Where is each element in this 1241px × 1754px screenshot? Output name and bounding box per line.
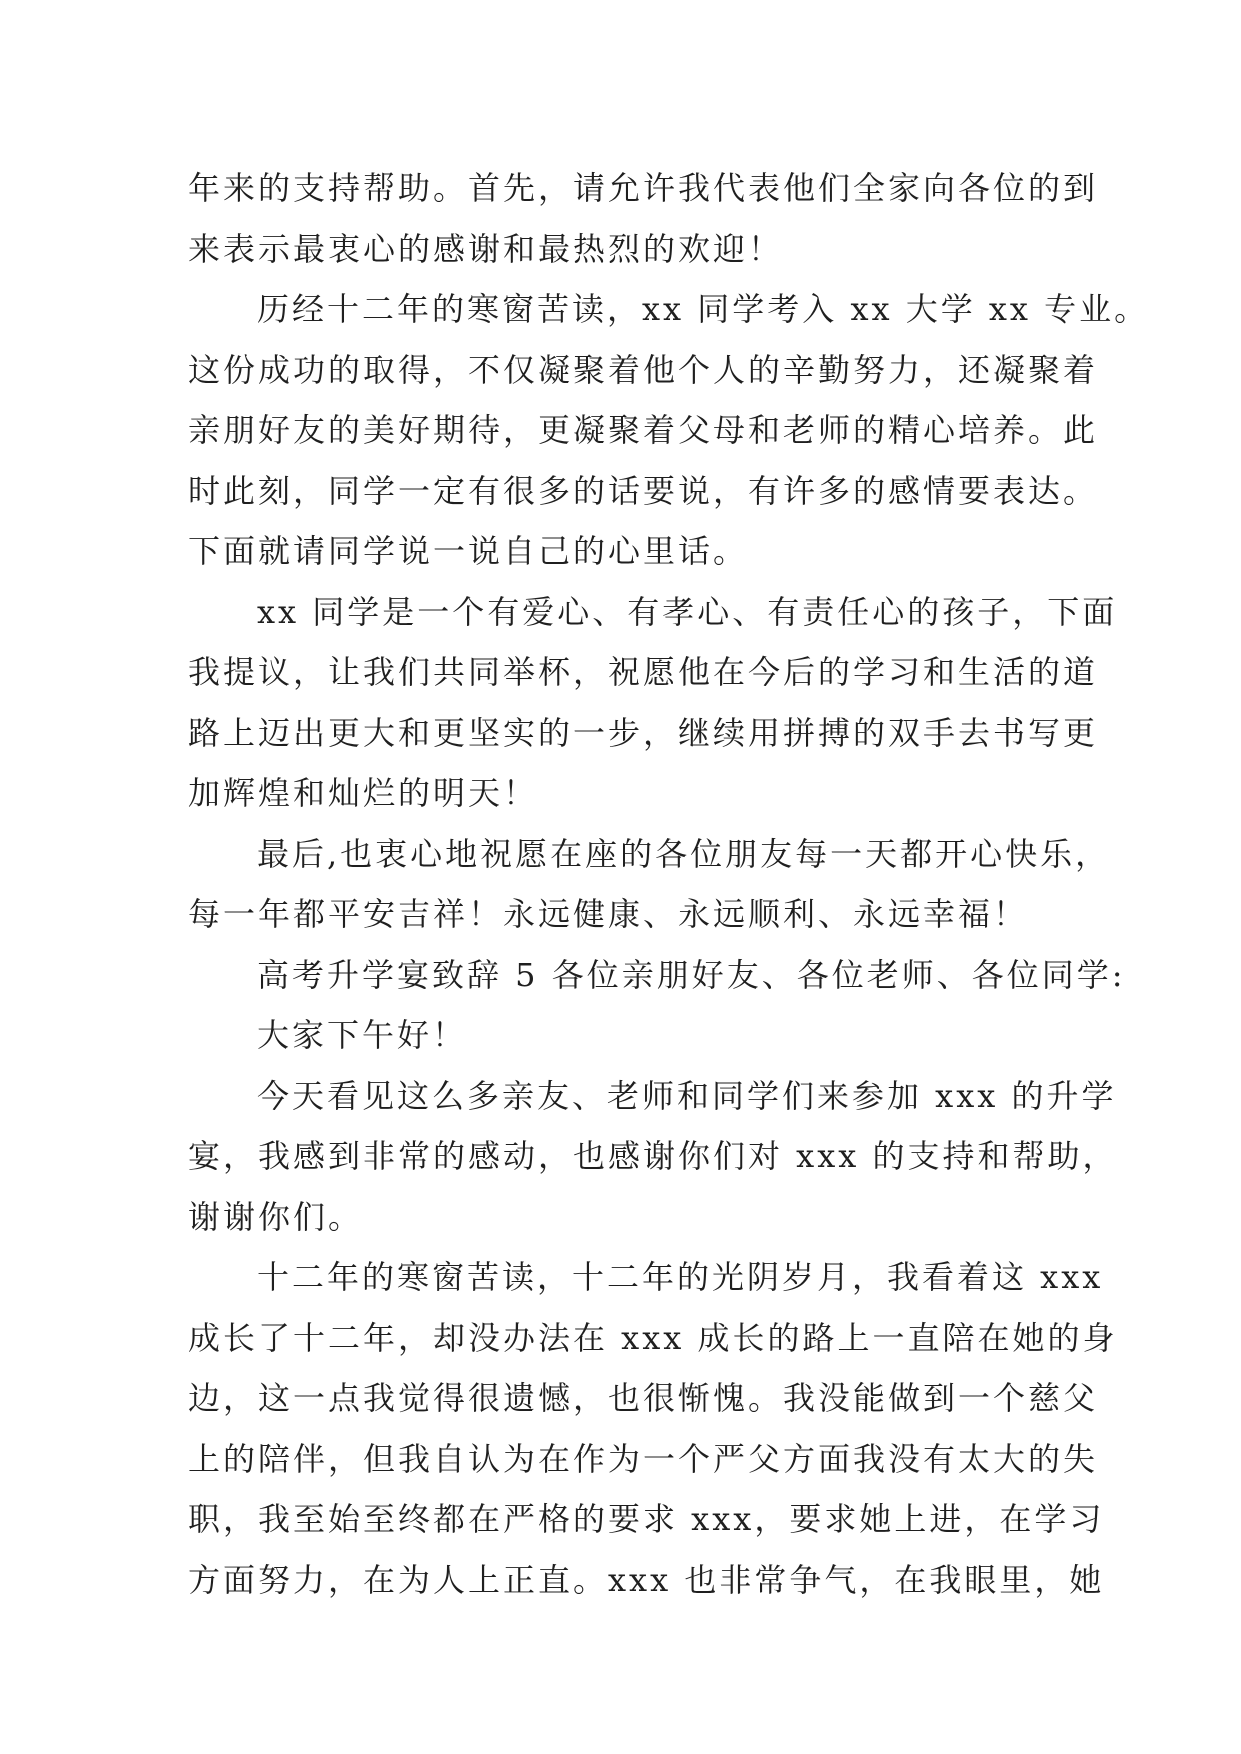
text-line: 下面就请同学说一说自己的心里话。 [188,532,749,570]
text-line: 路上迈出更大和更坚实的一步，继续用拼搏的双手去书写更 [188,713,1099,752]
text-line: 这份成功的取得，不仅凝聚着他个人的辛勤努力，还凝聚着 [188,350,1099,389]
text-line: 亲朋好友的美好期待，更凝聚着父母和老师的精心培养。此 [188,411,1099,449]
text-line: xx 同学是一个有爱心、有孝心、有责任心的孩子，下面 [257,592,1118,631]
text-line: 方面努力，在为人上正直。xxx 也非常争气，在我眼里，她 [188,1560,1105,1599]
text-line: 十二年的寒窗苦读，十二年的光阴岁月，我看着这 xxx [257,1258,1104,1296]
text-line: 历经十二年的寒窗苦读，xx 同学考入 xx 大学 xx 专业。 [257,290,1150,328]
text-line: 来表示最衷心的感谢和最热烈的欢迎！ [188,229,784,268]
text-line: 时此刻，同学一定有很多的话要说，有许多的感情要表达。 [188,471,1099,510]
text-line: 最后,也衷心地祝愿在座的各位朋友每一天都开心快乐， [257,834,1111,873]
text-line: 谢谢你们。 [188,1197,364,1236]
text-line: 边，这一点我觉得很遗憾，也很惭愧。我没能做到一个慈父 [188,1379,1099,1417]
text-line: 每一年都平安吉祥！永远健康、永远顺利、永远幸福！ [188,895,1029,933]
text-line: 今天看见这么多亲友、老师和同学们来参加 xxx 的升学 [257,1076,1117,1115]
text-line: 宴，我感到非常的感动，也感谢你们对 xxx 的支持和帮助， [188,1137,1118,1175]
text-line: 上的陪伴，但我自认为在作为一个严父方面我没有太大的失 [188,1439,1099,1478]
document-body [188,158,1150,1610]
text-line: 职，我至始至终都在严格的要求 xxx，要求她上进，在学习 [188,1500,1105,1538]
text-line: 成长了十二年，却没办法在 xxx 成长的路上一直陪在她的身 [188,1318,1118,1357]
text-line: 加辉煌和灿烂的明天！ [188,774,539,812]
text-line: 高考升学宴致辞 5 各位亲朋好友、各位老师、各位同学: [257,955,1126,994]
text-line: 我提议，让我们共同举杯，祝愿他在今后的学习和生活的道 [188,653,1099,691]
text-line: 年来的支持帮助。首先，请允许我代表他们全家向各位的到 [188,169,1099,207]
text-line: 大家下午好！ [257,1016,468,1054]
